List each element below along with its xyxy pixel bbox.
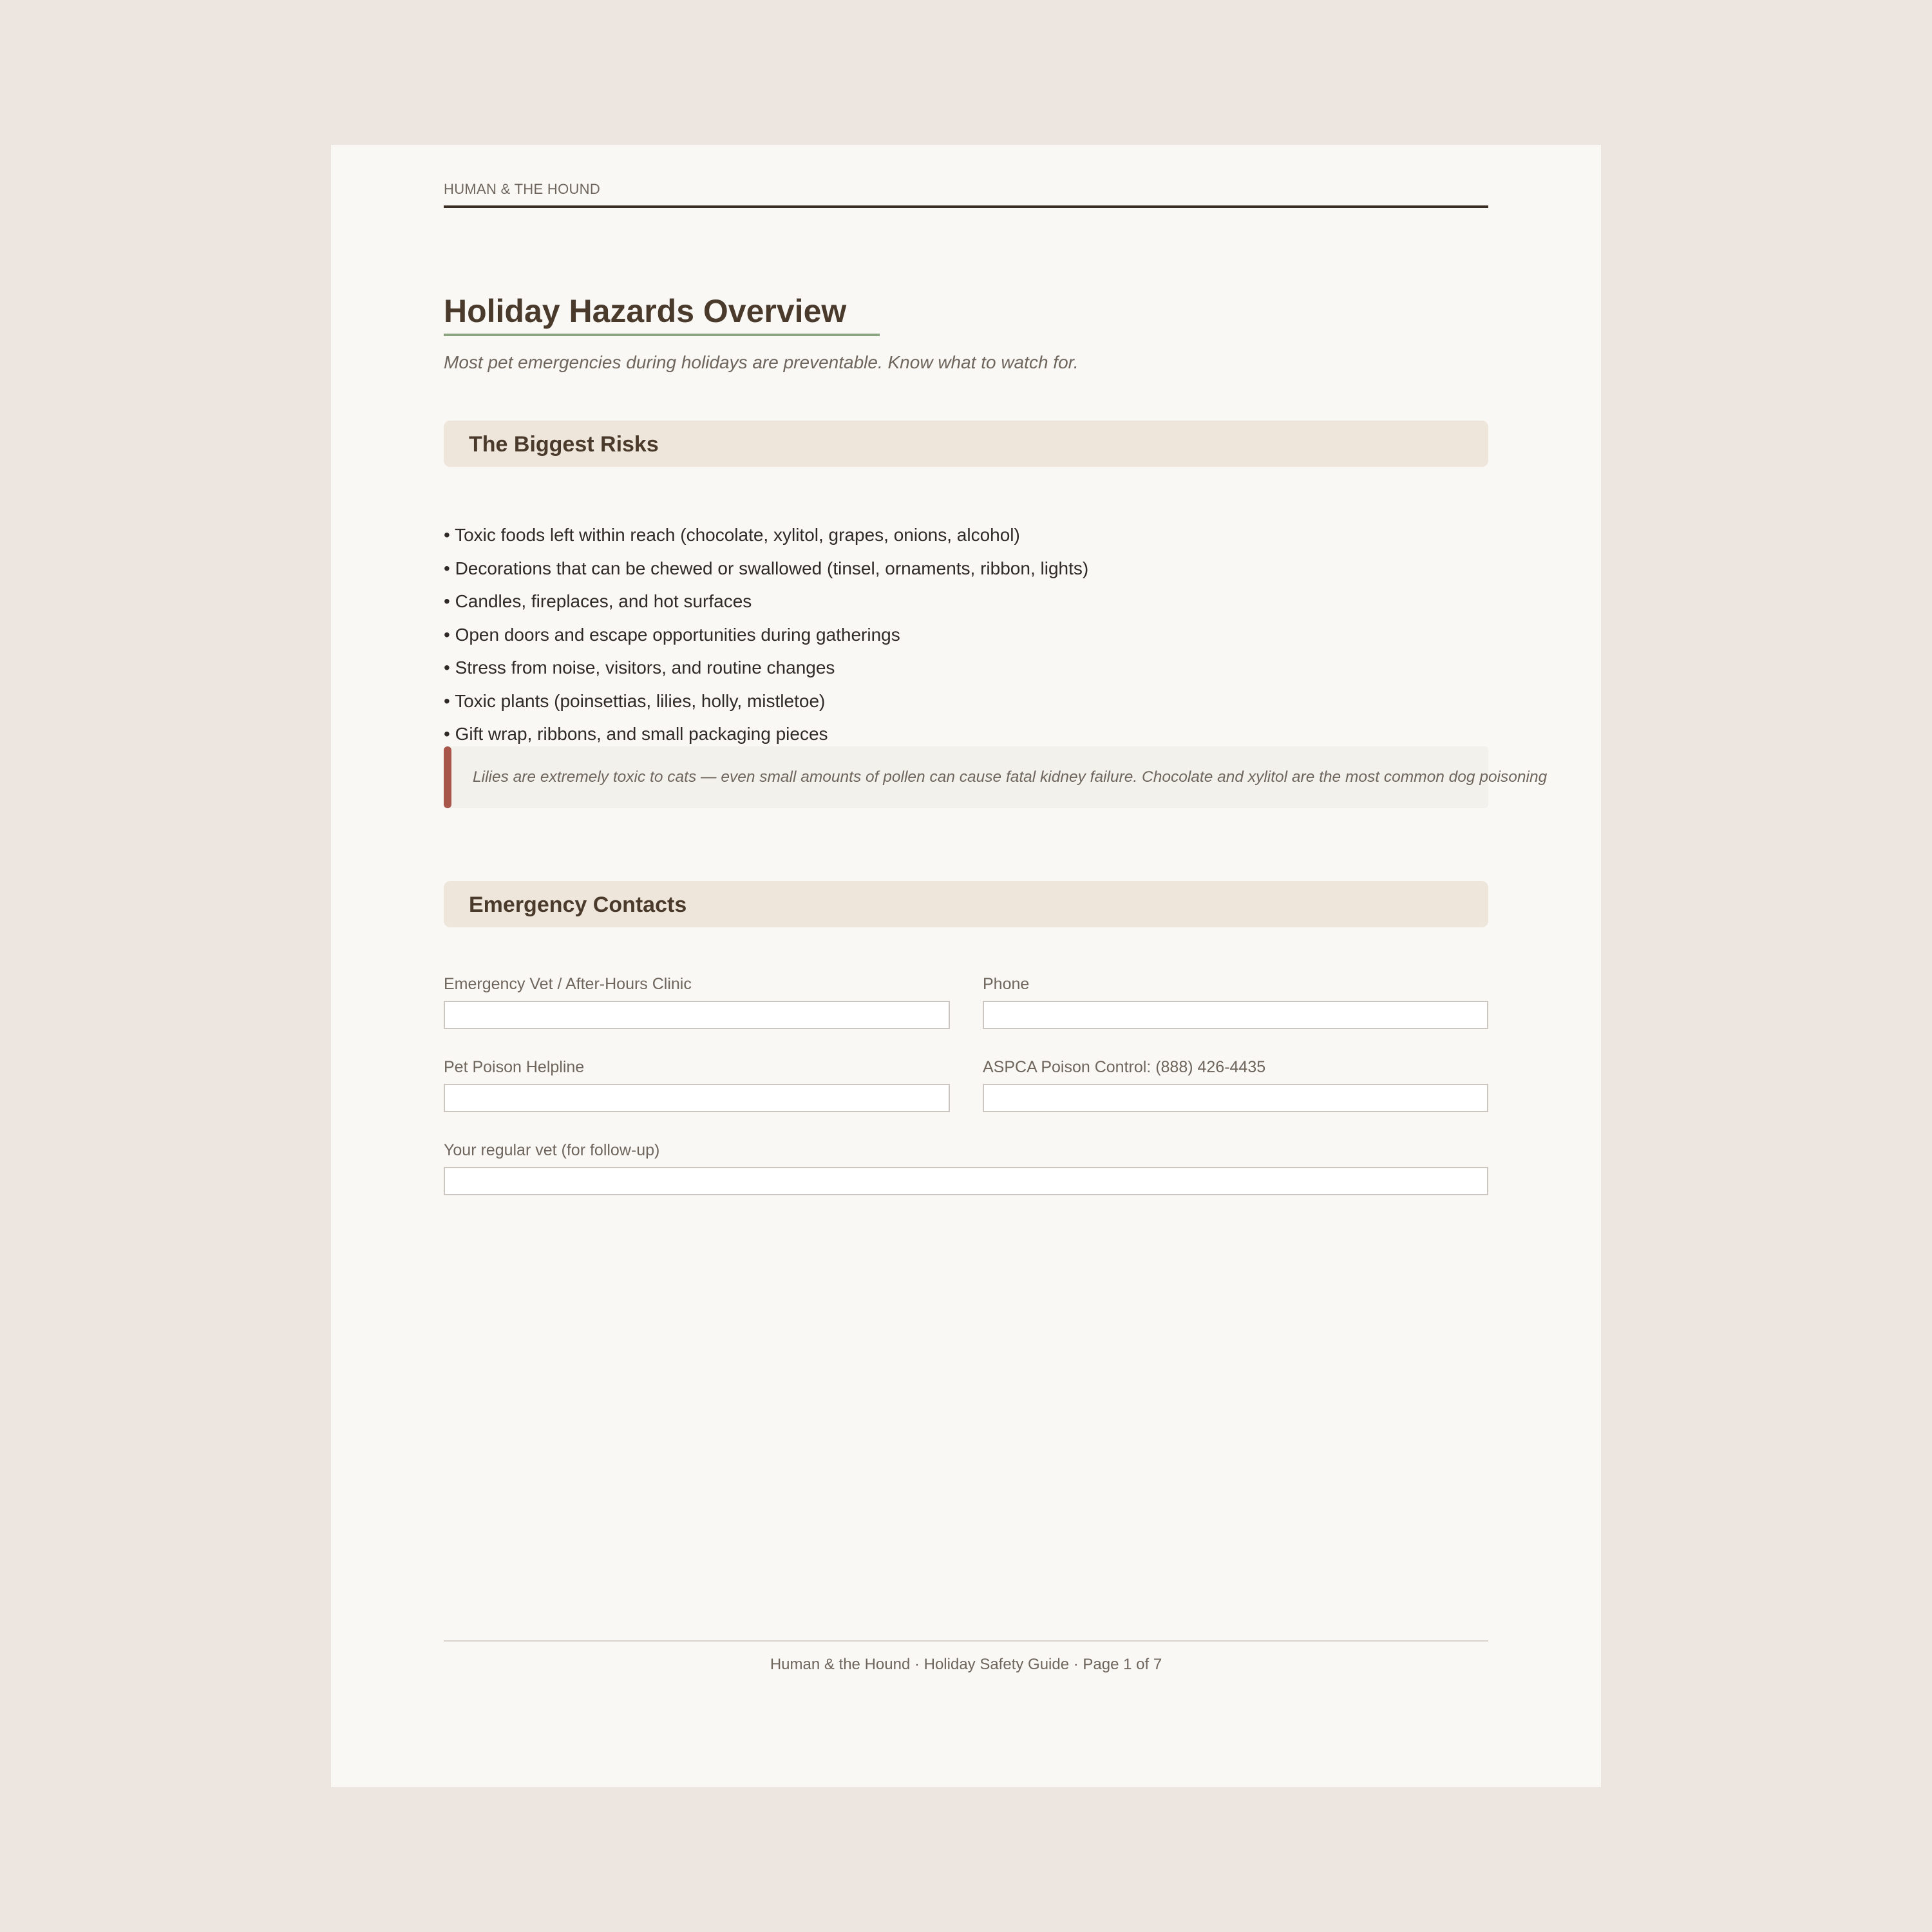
pet-poison-helpline-input[interactable] xyxy=(444,1084,950,1112)
title-underline xyxy=(444,334,880,336)
emergency-vet-input[interactable] xyxy=(444,1001,950,1029)
page-footer: Human & the Hound · Holiday Safety Guide · Page 1 of 7 xyxy=(770,1656,1162,1673)
regular-vet-input[interactable] xyxy=(444,1167,1488,1195)
emergency-vet-label: Emergency Vet / After-Hours Clinic xyxy=(444,975,692,993)
list-item: • Candles, fireplaces, and hot surfaces xyxy=(444,591,752,611)
warning-callout-text: Lilies are extremely toxic to cats — even small amounts of pollen can cause fatal kidney failure. Chocolate and xylitol are the most common dog poisoning xyxy=(473,768,1548,786)
warning-callout xyxy=(444,746,1548,808)
section-heading-contacts: Emergency Contacts xyxy=(469,893,687,917)
aspca-poison-control-input[interactable] xyxy=(983,1084,1488,1112)
aspca-poison-control-label: ASPCA Poison Control: (888) 426-4435 xyxy=(983,1058,1266,1076)
section-heading-risks: The Biggest Risks xyxy=(469,432,659,457)
risk-list xyxy=(444,518,1088,751)
header-rule xyxy=(444,205,1488,208)
list-item: • Toxic plants (poinsettias, lilies, holly, mistletoe) xyxy=(444,690,826,711)
page-title: Holiday Hazards Overview xyxy=(444,293,847,329)
page-content xyxy=(444,145,1548,1787)
section-header-contacts xyxy=(444,881,1488,927)
list-item: • Stress from noise, visitors, and routine changes xyxy=(444,658,835,677)
warning-callout-bar xyxy=(444,746,451,808)
regular-vet-label: Your regular vet (for follow-up) xyxy=(444,1141,660,1159)
section-header-risks xyxy=(444,421,1488,467)
list-item: • Decorations that can be chewed or swallowed (tinsel, ornaments, ribbon, lights) xyxy=(444,558,1089,578)
running-header: HUMAN & THE HOUND xyxy=(444,181,601,197)
phone-input[interactable] xyxy=(983,1001,1488,1029)
phone-label: Phone xyxy=(983,975,1030,993)
list-item: • Open doors and escape opportunities during gatherings xyxy=(444,624,900,645)
list-item: • Toxic foods left within reach (chocolate, xylitol, grapes, onions, alcohol) xyxy=(444,525,1020,545)
page-subtitle: Most pet emergencies during holidays are preventable. Know what to watch for. xyxy=(444,352,1079,372)
document-page xyxy=(331,145,1601,1787)
footer-rule xyxy=(444,1640,1488,1642)
list-item: • Gift wrap, ribbons, and small packaging pieces xyxy=(444,724,828,744)
pet-poison-helpline-label: Pet Poison Helpline xyxy=(444,1058,585,1076)
